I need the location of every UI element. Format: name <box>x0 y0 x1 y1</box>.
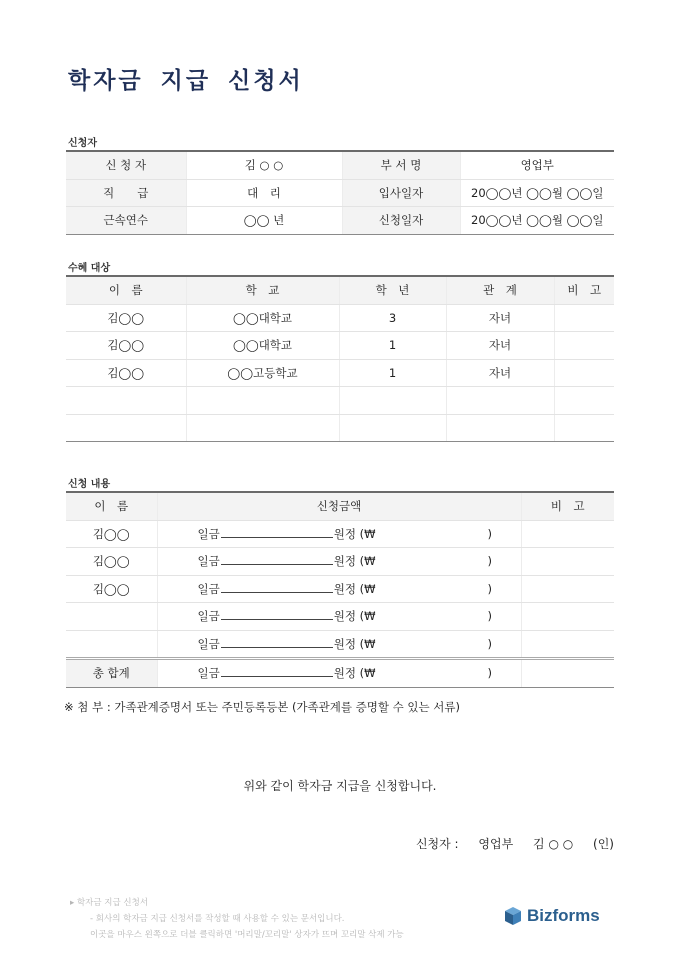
applicant-value-cell[interactable]: 영업부 <box>460 151 614 179</box>
applicant-label-cell: 신 청 자 <box>66 151 186 179</box>
footer-line: ▸ 학자금 지급 신청서 <box>70 898 149 908</box>
beneficiary-section-label: 수혜 대상 <box>68 263 111 274</box>
request-name-cell[interactable] <box>66 630 157 659</box>
beneficiary-name-cell[interactable] <box>66 387 186 415</box>
logo-text: Bizforms <box>527 906 600 925</box>
request-amount-cell[interactable] <box>157 603 521 631</box>
signature-seal: (인) <box>593 837 614 851</box>
beneficiary-name-cell[interactable]: 김◯◯ <box>66 359 186 387</box>
request-row <box>66 575 614 603</box>
beneficiary-row <box>66 359 614 387</box>
column-header: 이 름 <box>66 492 157 520</box>
footer-note <box>70 895 404 943</box>
beneficiary-remark-cell[interactable] <box>554 414 614 442</box>
request-name-cell[interactable]: 김◯◯ <box>66 548 157 576</box>
applicant-row <box>66 207 614 235</box>
signature-label: 신청자 : <box>415 837 459 851</box>
applicant-label-cell: 부 서 명 <box>342 151 460 179</box>
applicant-value-cell[interactable]: 김 ○ ○ <box>186 151 342 179</box>
amount-suffix: 원정 (₩ <box>333 636 376 651</box>
applicant-section-label: 신청자 <box>68 138 97 149</box>
request-amount-cell[interactable] <box>157 630 521 659</box>
total-label-cell: 총 합계 <box>66 659 157 688</box>
request-row <box>66 520 614 548</box>
beneficiary-relation-cell[interactable] <box>446 414 554 442</box>
beneficiary-grade-cell[interactable] <box>339 387 446 415</box>
amount-blank-line[interactable] <box>221 610 333 620</box>
beneficiary-remark-cell[interactable] <box>554 359 614 387</box>
request-row <box>66 630 614 659</box>
applicant-label-cell: 신청일자 <box>342 207 460 235</box>
beneficiary-remark-cell[interactable] <box>554 332 614 360</box>
amount-close-paren: ) <box>487 554 492 569</box>
amount-prefix: 일금 <box>197 581 220 596</box>
beneficiary-table <box>66 275 614 442</box>
request-remark-cell[interactable] <box>521 575 614 603</box>
amount-prefix: 일금 <box>197 554 220 569</box>
request-name-cell[interactable]: 김◯◯ <box>66 520 157 548</box>
beneficiary-remark-cell[interactable] <box>554 387 614 415</box>
amount-prefix: 일금 <box>197 609 220 624</box>
request-remark-cell[interactable] <box>521 603 614 631</box>
column-header: 학 교 <box>186 276 339 304</box>
applicant-value-cell[interactable]: 20◯◯년 ◯◯월 ◯◯일 <box>460 179 614 207</box>
request-header-row <box>66 492 614 520</box>
amount-close-paren: ) <box>487 526 492 541</box>
applicant-label-cell: 직 급 <box>66 179 186 207</box>
beneficiary-name-cell[interactable]: 김◯◯ <box>66 332 186 360</box>
beneficiary-row <box>66 332 614 360</box>
beneficiary-school-cell[interactable] <box>186 414 339 442</box>
request-amount-cell[interactable] <box>157 520 521 548</box>
beneficiary-relation-cell[interactable]: 자녀 <box>446 332 554 360</box>
application-statement: 위와 같이 학자금 지급을 신청합니다. <box>243 779 437 793</box>
request-amount-cell[interactable] <box>157 575 521 603</box>
applicant-value-cell[interactable]: ◯◯ 년 <box>186 207 342 235</box>
column-header: 비 고 <box>554 276 614 304</box>
beneficiary-header-row <box>66 276 614 304</box>
applicant-label-cell: 입사일자 <box>342 179 460 207</box>
bizforms-logo <box>503 906 600 926</box>
beneficiary-grade-cell[interactable]: 1 <box>339 359 446 387</box>
request-name-cell[interactable] <box>66 603 157 631</box>
footer-line: - 회사의 학자금 지급 신청서를 작성할 때 사용할 수 있는 문서입니다. <box>90 914 345 924</box>
request-section-label: 신청 내용 <box>68 479 111 490</box>
amount-prefix: 일금 <box>197 636 220 651</box>
amount-blank-line[interactable] <box>221 667 333 677</box>
beneficiary-relation-cell[interactable]: 자녀 <box>446 304 554 332</box>
beneficiary-school-cell[interactable]: ◯◯대학교 <box>186 304 339 332</box>
beneficiary-name-cell[interactable] <box>66 414 186 442</box>
request-row <box>66 603 614 631</box>
amount-prefix: 일금 <box>197 666 220 681</box>
beneficiary-relation-cell[interactable] <box>446 387 554 415</box>
request-table <box>66 491 614 688</box>
amount-blank-line[interactable] <box>221 555 333 565</box>
beneficiary-row <box>66 387 614 415</box>
amount-suffix: 원정 (₩ <box>333 609 376 624</box>
beneficiary-row <box>66 304 614 332</box>
applicant-row <box>66 179 614 207</box>
column-header: 관 계 <box>446 276 554 304</box>
beneficiary-school-cell[interactable]: ◯◯고등학교 <box>186 359 339 387</box>
beneficiary-grade-cell[interactable]: 3 <box>339 304 446 332</box>
amount-close-paren: ) <box>487 609 492 624</box>
signature-dept[interactable]: 영업부 <box>478 837 514 851</box>
signature-line <box>416 835 614 852</box>
amount-prefix: 일금 <box>197 526 220 541</box>
amount-suffix: 원정 (₩ <box>333 666 376 681</box>
amount-suffix: 원정 (₩ <box>333 581 376 596</box>
column-header: 이 름 <box>66 276 186 304</box>
footer-line: 이곳을 마우스 왼쪽으로 더블 클릭하면 '머리말/꼬리말' 상자가 뜨며 꼬리말 삭제 가능 <box>90 930 404 940</box>
beneficiary-row <box>66 414 614 442</box>
amount-suffix: 원정 (₩ <box>333 526 376 541</box>
page-title: 학자금 지급 신청서 <box>68 68 304 94</box>
amount-blank-line[interactable] <box>221 638 333 648</box>
applicant-value-cell[interactable]: 20◯◯년 ◯◯월 ◯◯일 <box>460 207 614 235</box>
column-header: 신청금액 <box>157 492 521 520</box>
applicant-table <box>66 150 614 235</box>
column-header: 비 고 <box>521 492 614 520</box>
request-remark-cell[interactable] <box>521 548 614 576</box>
attachment-note: ※ 첨 부 : 가족관계증명서 또는 주민등록등본 (가족관계를 증명할 수 있는 서류) <box>64 700 460 714</box>
amount-blank-line[interactable] <box>221 583 333 593</box>
applicant-value-cell[interactable]: 대 리 <box>186 179 342 207</box>
column-header: 학 년 <box>339 276 446 304</box>
total-amount-cell[interactable] <box>157 659 521 688</box>
request-row <box>66 548 614 576</box>
amount-close-paren: ) <box>487 636 492 651</box>
amount-blank-line[interactable] <box>221 528 333 538</box>
request-name-cell[interactable]: 김◯◯ <box>66 575 157 603</box>
signature-name[interactable]: 김 ○ ○ <box>533 837 574 851</box>
beneficiary-name-cell[interactable]: 김◯◯ <box>66 304 186 332</box>
request-total-row <box>66 659 614 688</box>
beneficiary-school-cell[interactable] <box>186 387 339 415</box>
amount-suffix: 원정 (₩ <box>333 554 376 569</box>
beneficiary-relation-cell[interactable]: 자녀 <box>446 359 554 387</box>
request-remark-cell[interactable] <box>521 520 614 548</box>
beneficiary-school-cell[interactable]: ◯◯대학교 <box>186 332 339 360</box>
applicant-row <box>66 151 614 179</box>
request-amount-cell[interactable] <box>157 548 521 576</box>
amount-close-paren: ) <box>487 666 492 681</box>
request-remark-cell[interactable] <box>521 630 614 659</box>
bizforms-cube-icon <box>503 906 523 926</box>
applicant-label-cell: 근속연수 <box>66 207 186 235</box>
beneficiary-remark-cell[interactable] <box>554 304 614 332</box>
total-remark-cell[interactable] <box>521 659 614 688</box>
beneficiary-grade-cell[interactable] <box>339 414 446 442</box>
amount-close-paren: ) <box>487 581 492 596</box>
beneficiary-grade-cell[interactable]: 1 <box>339 332 446 360</box>
